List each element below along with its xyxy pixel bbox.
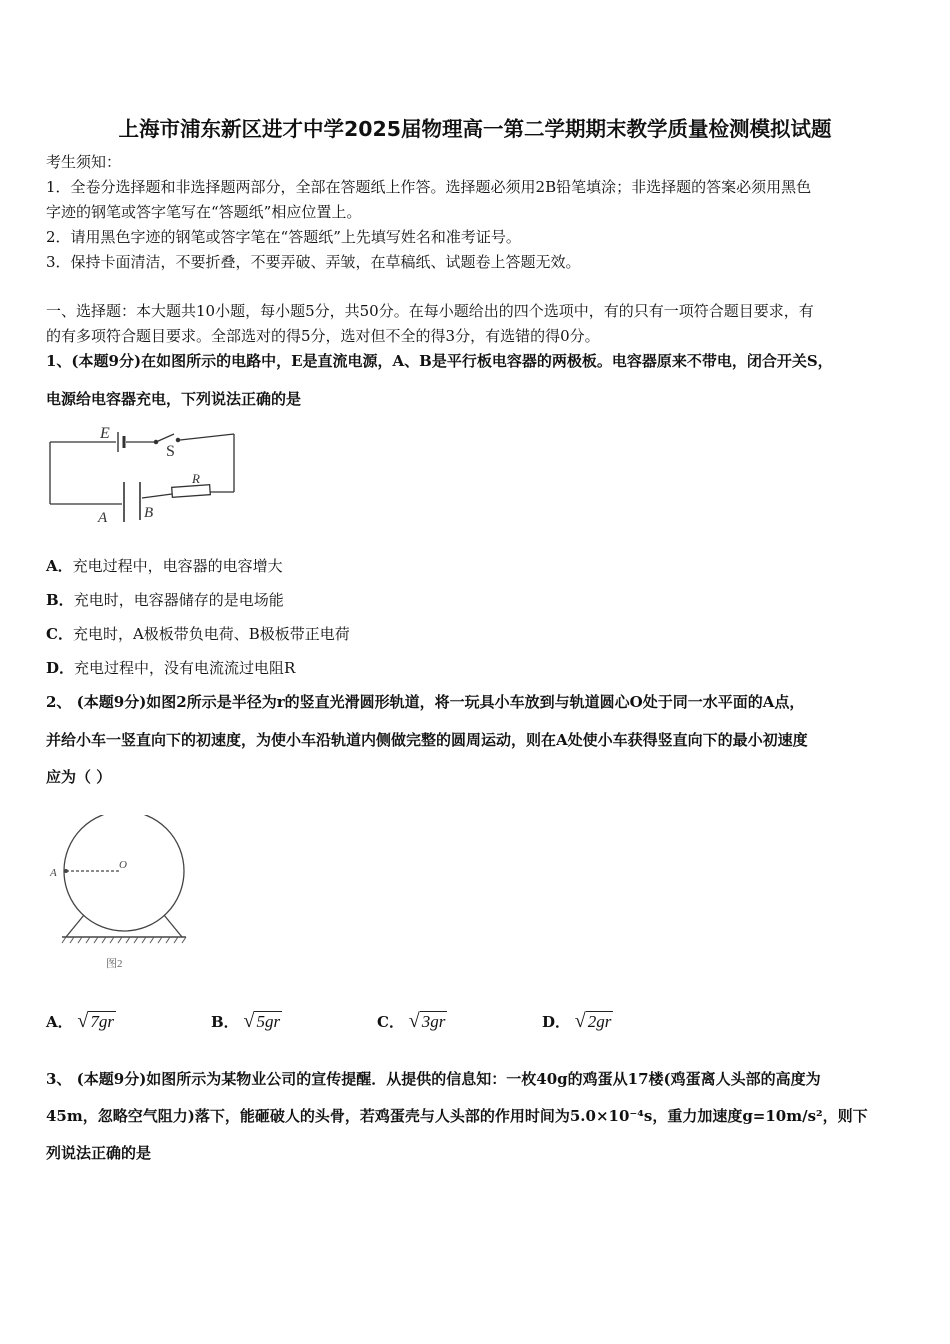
q3-stem-line-1: 3、 (本题9分)如图所示为某物业公司的宣传提醒．从提供的信息知：一枚40g的鸡蛋从17楼(鸡蛋离人头部的高度为 xyxy=(46,1070,821,1088)
q1-option-b-text: 充电时，电容器储存的是电场能 xyxy=(73,591,284,609)
section-intro-line-1: 一、选择题：本大题共10小题，每小题5分，共50分。在每小题给出的四个选项中，有的只有一项符合题目要求，有 xyxy=(46,302,814,320)
notice-heading: 考生须知： xyxy=(46,153,122,171)
q2-option-a-expr: 7gr xyxy=(90,1012,115,1031)
label-B: B xyxy=(144,505,154,521)
q1-option-a-text: 充电过程中，电容器的电容增大 xyxy=(72,557,283,575)
q2-option-b-expr: 5gr xyxy=(256,1012,281,1031)
q1-option-a-label: A． xyxy=(46,557,73,575)
label-O-center: O xyxy=(119,859,127,871)
circuit-diagram xyxy=(46,420,246,530)
notice-line-2: 2．请用黑色字迹的钢笔或答字笔在“答题纸”上先填写姓名和准考证号。 xyxy=(46,228,521,246)
notice-line-1b: 字迹的钢笔或答字笔写在“答题纸”相应位置上。 xyxy=(46,203,362,221)
q1-option-c-label: C． xyxy=(46,625,73,643)
label-A: A xyxy=(98,510,108,526)
notice-line-1a: 1．全卷分选择题和非选择题两部分，全部在答题纸上作答。选择题必须用2B铅笔填涂；非选择题的答案必须用黑色 xyxy=(46,178,812,196)
q2-option-c-expr: 3gr xyxy=(421,1012,446,1031)
label-S: S xyxy=(166,443,175,460)
q2-option-a-label: A． xyxy=(46,1013,73,1031)
q1-stem-line-2: 电源给电容器充电，下列说法正确的是 xyxy=(46,390,302,408)
q2-option-d: D． √ 2gr xyxy=(542,1010,612,1032)
q3-stem-line-3: 列说法正确的是 xyxy=(46,1144,152,1162)
q3-stem-line-2: 45m，忽略空气阻力)落下，能砸破人的头骨，若鸡蛋壳与人头部的作用时间为5.0×10⁻⁴s，重力加速度g=10m/s²，则下 xyxy=(46,1107,868,1125)
q1-option-a xyxy=(46,556,283,576)
notice-line-3: 3．保持卡面清洁，不要折叠，不要弄破、弄皱，在草稿纸、试题卷上答题无效。 xyxy=(46,253,581,271)
q2-stem-line-1: 2、 (本题9分)如图2所示是半径为r的竖直光滑圆形轨道，将一玩具小车放到与轨道圆心O处于同一水平面的A点， xyxy=(46,693,805,711)
label-E: E xyxy=(100,425,110,442)
q2-stem-line-3: 应为（ ） xyxy=(46,768,112,786)
q2-option-b-label: B． xyxy=(211,1013,239,1031)
q1-option-b-label: B． xyxy=(46,591,74,609)
q2-option-a: A． √ 7gr xyxy=(46,1010,115,1032)
label-R: R xyxy=(192,471,200,486)
q2-option-d-expr: 2gr xyxy=(587,1012,612,1031)
q1-option-d-label: D． xyxy=(46,659,75,677)
circular-track-diagram xyxy=(46,815,196,975)
q1-option-c-text: 充电时，A极板带负电荷、B极板带正电荷 xyxy=(72,625,350,643)
q1-option-b xyxy=(46,590,284,610)
figure-caption: 图2 xyxy=(106,958,123,970)
q2-stem-line-2: 并给小车一竖直向下的初速度，为使小车沿轨道内侧做完整的圆周运动，则在A处使小车获得竖直向下的最小初速度 xyxy=(46,731,808,749)
q2-option-d-label: D． xyxy=(542,1013,571,1031)
q2-option-b: B． √ 5gr xyxy=(211,1010,281,1032)
section-intro-line-2: 的有多项符合题目要求。全部选对的得5分，选对但不全的得3分，有选错的得0分。 xyxy=(46,327,600,345)
q2-option-c: C． √ 3gr xyxy=(377,1010,446,1032)
q1-option-c xyxy=(46,624,350,644)
q1-option-d-text: 充电过程中，没有电流流过电阻R xyxy=(74,659,296,677)
q2-option-c-label: C． xyxy=(377,1013,404,1031)
q1-option-d xyxy=(46,658,295,678)
label-A-point: A xyxy=(50,867,57,879)
page-title: 上海市浦东新区进才中学2025届物理高一第二学期期末教学质量检测模拟试题 xyxy=(118,117,832,141)
q1-stem-line-1: 1、(本题9分)在如图所示的电路中，E是直流电源，A、B是平行板电容器的两极板。电容器原来不带电，闭合开关S， xyxy=(46,352,833,370)
